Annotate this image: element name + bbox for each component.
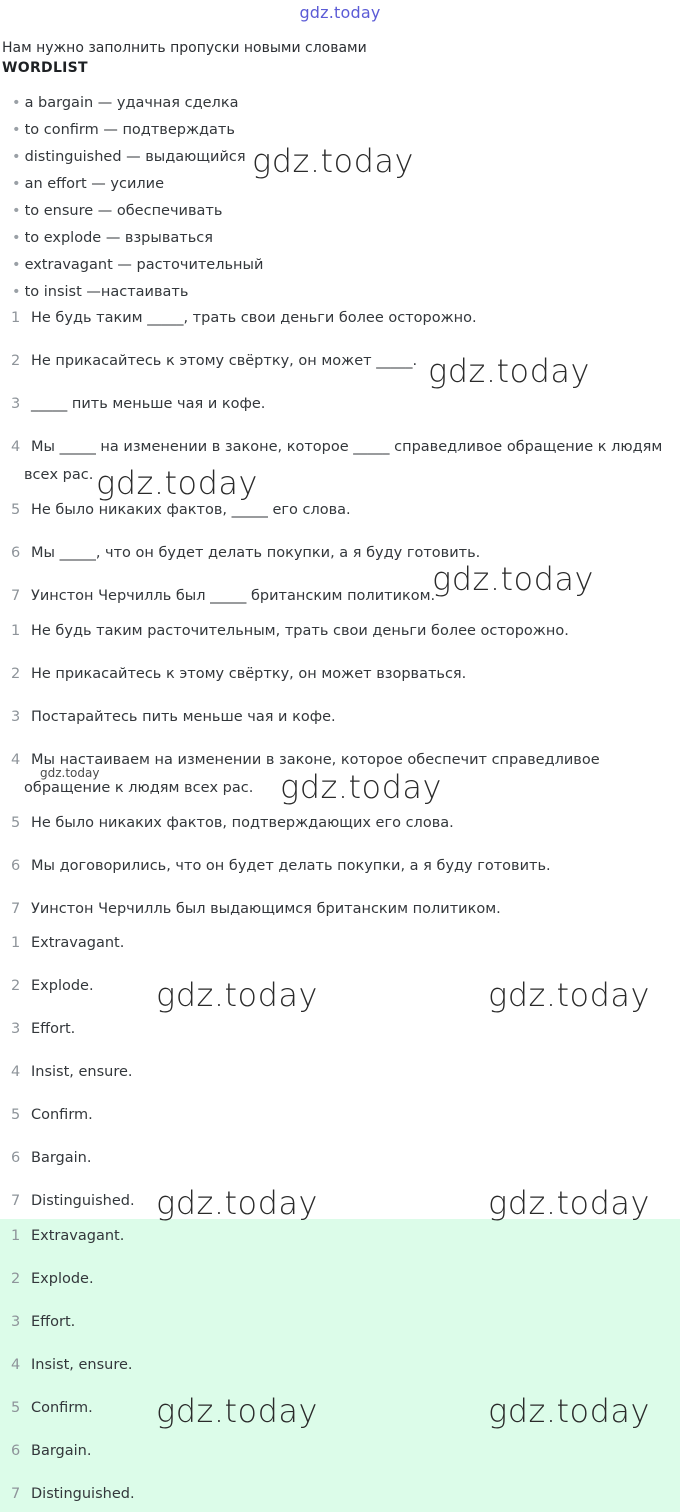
answer-item: 7 Distinguished. <box>11 1193 135 1209</box>
wordlist-item: • to insist —настаивать <box>12 284 189 300</box>
watermark: gdz.today <box>488 1392 650 1430</box>
highlighted-answer-item: 4 Insist, ensure. <box>11 1357 133 1373</box>
answer-item: 5 Confirm. <box>11 1107 93 1123</box>
wordlist-item: • to confirm — подтверждать <box>12 122 235 138</box>
answer-item: 6 Bargain. <box>11 1150 92 1166</box>
watermark: gdz.today <box>488 976 650 1014</box>
bullet-icon: • <box>12 149 21 165</box>
highlighted-answer-item: 2 Explode. <box>11 1271 94 1287</box>
exercise-item-continuation: всех рас. <box>24 467 94 483</box>
wordlist-item: • an effort — усилие <box>12 176 164 192</box>
bullet-icon: • <box>12 122 21 138</box>
highlighted-answer-item: 7 Distinguished. <box>11 1486 135 1502</box>
exercise-item: 6 Мы _____, что он будет делать покупки, а я буду готовить. <box>11 545 481 561</box>
exercise-item: 7 Уинстон Черчилль был _____ британским политиком. <box>11 588 436 604</box>
wordlist-item: • to ensure — обеспечивать <box>12 203 223 219</box>
answer-item: 1 Extravagant. <box>11 935 125 951</box>
watermark: gdz.today <box>432 560 594 598</box>
bullet-icon: • <box>12 176 21 192</box>
translation-item: 3 Постарайтесь пить меньше чая и кофе. <box>11 709 336 725</box>
exercise-item: 2 Не прикасайтесь к этому свёртку, он может _____. <box>11 353 418 369</box>
exercise-item: 5 Не было никаких фактов, _____ его слова. <box>11 502 351 518</box>
wordlist-item: • distinguished — выдающийся <box>12 149 246 165</box>
answer-item: 4 Insist, ensure. <box>11 1064 133 1080</box>
translation-item: 1 Не будь таким расточительным, трать свои деньги более осторожно. <box>11 623 569 639</box>
highlighted-answer-item: 6 Bargain. <box>11 1443 92 1459</box>
bullet-icon: • <box>12 95 21 111</box>
watermark: gdz.today <box>156 1184 318 1222</box>
watermark-top-link[interactable]: gdz.today <box>299 3 381 22</box>
translation-item: 4 Мы настаиваем на изменении в законе, которое обеспечит справедливое <box>11 752 600 768</box>
watermark: gdz.today <box>156 976 318 1014</box>
task-instruction: Нам нужно заполнить пропуски новыми словами <box>2 40 367 56</box>
translation-item: 7 Уинстон Черчилль был выдающимся британским политиком. <box>11 901 501 917</box>
bullet-icon: • <box>12 257 21 273</box>
highlighted-answer-item: 5 Confirm. <box>11 1400 93 1416</box>
watermark: gdz.today <box>428 352 590 390</box>
watermark: gdz.today <box>156 1392 318 1430</box>
translation-item-continuation: обращение к людям всех рас. <box>24 780 254 796</box>
watermark: gdz.today <box>280 768 442 806</box>
watermark: gdz.today <box>96 464 258 502</box>
wordlist-item: • extravagant — расточительный <box>12 257 264 273</box>
highlighted-answer-item: 1 Extravagant. <box>11 1228 125 1244</box>
translation-item: 6 Мы договорились, что он будет делать покупки, а я буду готовить. <box>11 858 551 874</box>
wordlist-item: • a bargain — удачная сделка <box>12 95 239 111</box>
bullet-icon: • <box>12 284 21 300</box>
exercise-item: 1 Не будь таким _____, трать свои деньги более осторожно. <box>11 310 477 326</box>
translation-item: 5 Не было никаких фактов, подтверждающих его слова. <box>11 815 454 831</box>
bullet-icon: • <box>12 203 21 219</box>
watermark: gdz.today <box>488 1184 650 1222</box>
watermark-small: gdz.today <box>40 766 100 780</box>
answer-item: 3 Effort. <box>11 1021 76 1037</box>
highlighted-answer-item: 3 Effort. <box>11 1314 76 1330</box>
wordlist-item: • to explode — взрываться <box>12 230 213 246</box>
bullet-icon: • <box>12 230 21 246</box>
translation-item: 2 Не прикасайтесь к этому свёртку, он может взорваться. <box>11 666 467 682</box>
answer-item: 2 Explode. <box>11 978 94 994</box>
exercise-item: 3 _____ пить меньше чая и кофе. <box>11 396 266 412</box>
watermark: gdz.today <box>252 142 414 180</box>
exercise-item: 4 Мы _____ на изменении в законе, которое _____ справедливое обращение к людям <box>11 439 663 455</box>
wordlist-heading: WORDLIST <box>2 60 88 76</box>
